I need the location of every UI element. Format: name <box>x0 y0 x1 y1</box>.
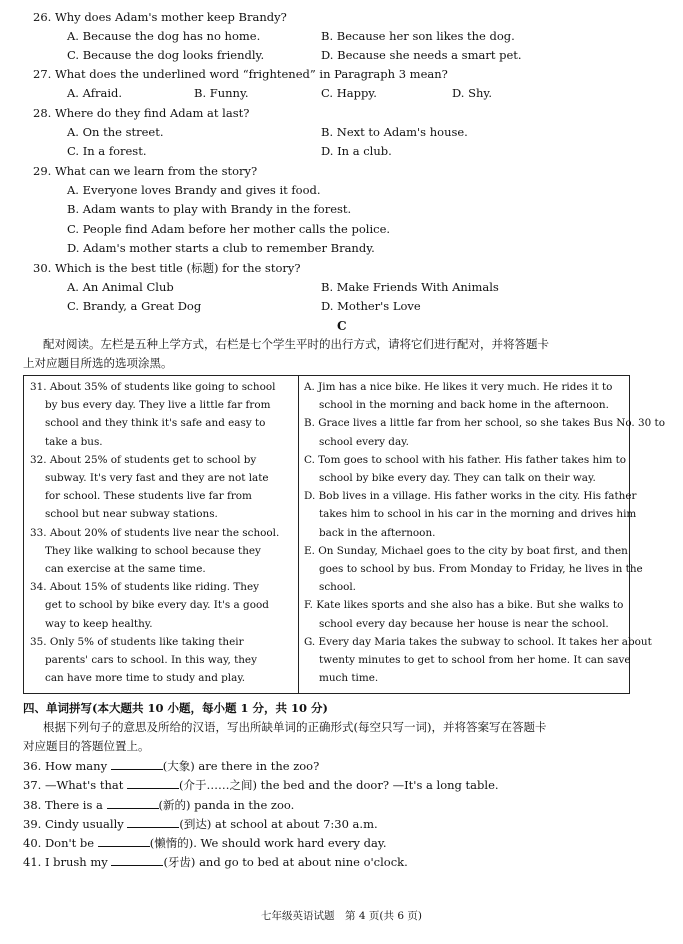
left-item-line: 32. About 25% of students get to school by <box>30 453 257 466</box>
left-item-line: for school. These students live far from <box>45 490 252 503</box>
right-item-line: school every day because her house is near the school. <box>319 617 609 630</box>
question-27-stem: 27. What does the underlined word “frightened” in Paragraph 3 mean? <box>33 67 448 81</box>
right-item-line: C. Tom goes to school with his father. His father takes him to <box>304 453 627 466</box>
right-item-line: school in the morning and back home in the afternoon. <box>319 399 609 412</box>
spelling-question-after: . We should work hard every day. <box>193 836 387 850</box>
q26-option-c: C. Because the dog looks friendly. <box>67 48 265 62</box>
right-item-line: D. Bob lives in a village. His father works in the city. His father <box>304 490 637 503</box>
left-item-line: 33. About 20% of students live near the school. <box>30 526 280 539</box>
spelling-question-hint: (新的) <box>158 798 191 812</box>
right-item <box>304 487 637 542</box>
question-28-stem: 28. Where do they find Adam at last? <box>33 106 250 120</box>
q27-option-c: C. Happy. <box>321 86 377 100</box>
right-column <box>304 378 665 687</box>
q27-option-a: A. Afraid. <box>67 86 123 100</box>
left-item-line: way to keep healthy. <box>45 617 153 630</box>
spelling-question-before: 36. How many <box>23 759 111 773</box>
spelling-question <box>23 854 408 869</box>
left-item <box>30 578 292 633</box>
question-26-stem: 26. Why does Adam's mother keep Brandy? <box>33 10 287 24</box>
q28-option-d: D. In a club. <box>321 144 392 158</box>
answer-blank[interactable] <box>98 835 150 847</box>
left-item-line: school and they think it's safe and easy to <box>45 417 266 430</box>
right-item-line: G. Every day Maria takes the subway to school. It takes her about <box>304 635 652 648</box>
q28-option-a: A. On the street. <box>67 125 164 139</box>
right-item-line: school by bike every day. They can talk on their way. <box>319 472 596 485</box>
question-30-stem: 30. Which is the best title (标题) for the story? <box>33 261 301 275</box>
spelling-question-before: 38. There is a <box>23 798 107 812</box>
page-footer: 七年级英语试题 第 4 页(共 6 页) <box>261 910 422 922</box>
left-item-line: school but near subway stations. <box>45 508 218 521</box>
right-item-line: F. Kate likes sports and she also has a bike. But she walks to <box>304 599 624 612</box>
answer-blank[interactable] <box>107 797 159 809</box>
right-item-line: school every day. <box>319 435 409 448</box>
spelling-question-hint: (介于……之间) <box>179 778 258 792</box>
spelling-question-after: the bed and the door? —It's a long table. <box>257 778 499 792</box>
q26-option-d: D. Because she needs a smart pet. <box>321 48 522 62</box>
q29-option-a: A. Everyone loves Brandy and gives it food. <box>67 183 321 197</box>
left-item <box>30 451 292 524</box>
q30-option-b: B. Make Friends With Animals <box>321 280 499 294</box>
answer-blank[interactable] <box>111 758 163 770</box>
left-item-line: 31. About 35% of students like going to school <box>30 381 276 393</box>
matching-table <box>23 375 665 694</box>
q26-option-b: B. Because her son likes the dog. <box>321 29 515 43</box>
left-item <box>30 378 292 451</box>
answer-blank[interactable] <box>127 777 179 789</box>
spelling-question-hint: (牙齿) <box>163 855 196 869</box>
spelling-question-after: and go to bed at about nine o'clock. <box>195 855 408 869</box>
q29-option-d: D. Adam's mother starts a club to remember Brandy. <box>67 241 375 255</box>
answer-blank[interactable] <box>111 854 163 866</box>
left-item <box>30 524 292 579</box>
q30-option-c: C. Brandy, a Great Dog <box>67 299 202 313</box>
spelling-question-before: 41. I brush my <box>23 855 112 869</box>
section4-instruction-line2: 对应题目的答题位置上。 <box>23 739 150 753</box>
right-item-line: goes to school by bus. From Monday to Friday, he lives in the <box>319 563 643 576</box>
spelling-question <box>23 835 387 850</box>
right-item <box>304 451 627 487</box>
q28-option-b: B. Next to Adam's house. <box>321 125 468 139</box>
left-item-line: parents' cars to school. In this way, they <box>45 654 257 667</box>
right-item-line: B. Grace lives a little far from her school, so she takes Bus No. 30 to <box>304 417 665 430</box>
spelling-question <box>23 758 319 773</box>
spelling-question <box>23 777 499 792</box>
left-item-line: by bus every day. They live a little far from <box>45 399 271 412</box>
spelling-question-before: 37. —What's that <box>23 778 128 792</box>
left-item-line: subway. It's very fast and they are not late <box>45 472 269 485</box>
q28-option-c: C. In a forest. <box>67 144 147 158</box>
section-c-label: C <box>337 319 347 333</box>
right-item-line: takes him to school in his car in the morning and drives him <box>319 508 637 521</box>
spelling-question-before: 40. Don't be <box>23 836 98 850</box>
right-item-line: E. On Sunday, Michael goes to the city by boat first, and then <box>304 544 628 557</box>
q26-option-a: A. Because the dog has no home. <box>67 29 261 43</box>
spelling-question-after: panda in the zoo. <box>190 798 295 812</box>
left-item-line: 35. Only 5% of students like taking their <box>30 635 244 648</box>
answer-blank[interactable] <box>127 816 179 828</box>
section4-title: 四、单词拼写(本大题共 10 小题，每小题 1 分，共 10 分) <box>23 701 328 715</box>
q30-option-a: A. An Animal Club <box>67 280 174 294</box>
right-item-line: A. Jim has a nice bike. He likes it very much. He rides it to <box>304 381 613 393</box>
spelling-question-hint: (大象) <box>162 759 195 773</box>
spelling-question <box>23 797 294 812</box>
left-item-line: can have more time to study and play. <box>45 672 246 685</box>
q29-option-c: C. People find Adam before her mother calls the police. <box>67 222 391 236</box>
right-item-line: back in the afternoon. <box>319 526 436 539</box>
right-item <box>304 542 643 597</box>
right-item <box>304 414 665 450</box>
q27-option-b: B. Funny. <box>194 86 249 100</box>
table-divider <box>298 376 299 693</box>
right-item <box>304 596 624 632</box>
right-item <box>304 378 624 414</box>
section-c-instruction-line2: 上对应题目所选的选项涂黑。 <box>23 356 173 370</box>
right-item <box>304 633 652 688</box>
left-item-line: can exercise at the same time. <box>45 563 206 576</box>
section4-instruction-line1: 根据下列句子的意思及所给的汉语，写出所缺单词的正确形式(每空只写一词)，并将答案写在答题卡 <box>43 720 547 734</box>
spelling-question-hint: (懒惰的) <box>149 836 194 850</box>
right-item-line: twenty minutes to get to school from her home. It can save <box>319 654 631 667</box>
q29-option-b: B. Adam wants to play with Brandy in the forest. <box>67 202 352 216</box>
left-item-line: take a bus. <box>45 435 103 448</box>
left-item-line: 34. About 15% of students like riding. They <box>30 581 259 594</box>
section-c-instruction-line1: 配对阅读。左栏是五种上学方式，右栏是七个学生平时的出行方式，请将它们进行配对，并将答题卡 <box>43 337 549 351</box>
right-item-line: school. <box>319 581 356 594</box>
left-item <box>30 633 292 688</box>
left-item-line: They like walking to school because they <box>45 544 261 557</box>
spelling-question-hint: (到达) <box>179 817 212 831</box>
question-29-stem: 29. What can we learn from the story? <box>33 164 258 178</box>
left-item-line: get to school by bike every day. It's a good <box>45 599 269 612</box>
spelling-question-after: are there in the zoo? <box>194 759 320 773</box>
spelling-question-after: at school at about 7:30 a.m. <box>211 817 378 831</box>
q30-option-d: D. Mother's Love <box>321 299 421 313</box>
spelling-question-before: 39. Cindy usually <box>23 817 128 831</box>
spelling-question <box>23 816 378 831</box>
q27-option-d: D. Shy. <box>452 86 493 100</box>
right-item-line: much time. <box>319 672 379 685</box>
left-column <box>30 378 292 687</box>
